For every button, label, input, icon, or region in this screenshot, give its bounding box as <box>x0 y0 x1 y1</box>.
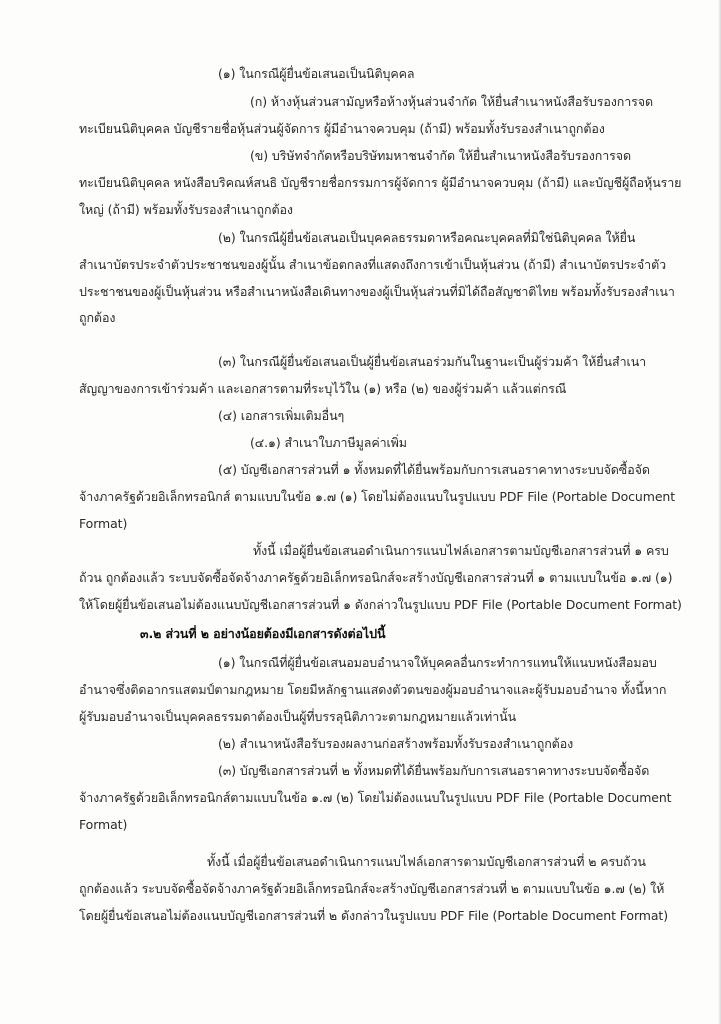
clause-5-continuation-1: จ้างภาครัฐด้วยอิเล็กทรอนิกส์ ตามแบบในข้อ ๑.๗ (๑) โดยไม่ต้องแนบในรูปแบบ PDF File (Portable Document <box>79 489 676 504</box>
clause-3-continuation: สัญญาของการเข้าร่วมค้า และเอกสารตามที่ระบุไว้ใน (๑) หรือ (๒) ของผู้ร่วมค้า แล้วแต่กรณี <box>79 381 567 396</box>
note-1-continuation-1: ถ้วน ถูกต้องแล้ว ระบบจัดซื้อจัดจ้างภาครัฐด้วยอิเล็กทรอนิกส์จะสร้างบัญชีเอกสารส่วนที่ ๑ ตามแบบในข้อ ๑.๗ (๑) <box>79 570 673 585</box>
clause-2-continuation-2: ประชาชนของผู้เป็นหุ้นส่วน หรือสำเนาหนังสือเดินทางของผู้เป็นหุ้นส่วนที่มิได้ถือสัญชาติไทย พร้อมทั้งรับรองสำเนา <box>79 284 675 299</box>
note-2-continuation-1: ถูกต้องแล้ว ระบบจัดซื้อจัดจ้างภาครัฐด้วยอิเล็กทรอนิกส์จะสร้างบัญชีเอกสารส่วนที่ ๒ ตามแบบในข้อ ๑.๗ (๒) ให้ <box>79 881 665 896</box>
section-3-2-clause-3-continuation-1: จ้างภาครัฐด้วยอิเล็กทรอนิกส์ตามแบบในข้อ ๑.๗ (๒) โดยไม่ต้องแนบในรูปแบบ PDF File (Portable Document <box>79 790 672 805</box>
clause-2-continuation-3: ถูกต้อง <box>79 310 116 325</box>
section-3-2-clause-1-continuation-1: อำนาจซึ่งติดอากรแสตมป์ตามกฎหมาย โดยมีหลักฐานแสดงตัวตนของผู้มอบอำนาจและผู้รับมอบอำนาจ ทั้งนี้หาก <box>79 682 667 697</box>
clause-4-1-text: (๔.๑) สำเนาใบภาษีมูลค่าเพิ่ม <box>250 435 407 450</box>
note-1-text: ทั้งนี้ เมื่อผู้ยื่นข้อเสนอดำเนินการแนบไฟล์เอกสารตามบัญชีเอกสารส่วนที่ ๑ ครบ <box>253 543 669 558</box>
section-3-2-clause-2-text: (๒) สำเนาหนังสือรับรองผลงานก่อสร้างพร้อมทั้งรับรองสำเนาถูกต้อง <box>218 736 574 751</box>
clause-1b-continuation-2: ใหญ่ (ถ้ามี) พร้อมทั้งรับรองสำเนาถูกต้อง <box>79 202 293 217</box>
note-2-continuation-2: โดยผู้ยื่นข้อเสนอไม่ต้องแนบบัญชีเอกสารส่วนที่ ๒ ดังกล่าวในรูปแบบ PDF File (Portable Document Format) <box>79 908 668 923</box>
section-3-2-heading: ๓.๒ ส่วนที่ ๒ อย่างน้อยต้องมีเอกสารดังต่อไปนี้ <box>140 626 386 641</box>
clause-1a-text: (ก) ห้างหุ้นส่วนสามัญหรือห้างหุ้นส่วนจำกัด ให้ยื่นสำเนาหนังสือรับรองการจด <box>250 94 654 109</box>
clause-1-heading: (๑) ในกรณีผู้ยื่นข้อเสนอเป็นนิติบุคคล <box>218 66 415 81</box>
section-3-2-clause-3-text: (๓) บัญชีเอกสารส่วนที่ ๒ ทั้งหมดที่ได้ยื่นพร้อมกับการเสนอราคาทางระบบจัดซื้อจัด <box>218 763 650 778</box>
note-1-continuation-2: ให้โดยผู้ยื่นข้อเสนอไม่ต้องแนบบัญชีเอกสารส่วนที่ ๑ ดังกล่าวในรูปแบบ PDF File (Portable Document Format) <box>79 597 682 612</box>
clause-4-text: (๔) เอกสารเพิ่มเติมอื่นๆ <box>218 408 345 423</box>
clause-1a-continuation: ทะเบียนนิติบุคคล บัญชีรายชื่อหุ้นส่วนผู้จัดการ ผู้มีอำนาจควบคุม (ถ้ามี) พร้อมทั้งรับรองสำเนาถูกต้อง <box>79 121 605 136</box>
clause-5-continuation-2: Format) <box>79 516 128 531</box>
clause-3-text: (๓) ในกรณีผู้ยื่นข้อเสนอเป็นผู้ยื่นข้อเสนอร่วมกันในฐานะเป็นผู้ร่วมค้า ให้ยื่นสำเนา <box>218 354 647 369</box>
section-3-2-clause-1-continuation-2: ผู้รับมอบอำนาจเป็นบุคคลธรรมดาต้องเป็นผู้ที่บรรลุนิติภาวะตามกฎหมายแล้วเท่านั้น <box>79 709 517 724</box>
clause-1b-text: (ข) บริษัทจำกัดหรือบริษัทมหาชนจำกัด ให้ยื่นสำเนาหนังสือรับรองการจด <box>250 148 631 163</box>
section-3-2-clause-3-continuation-2: Format) <box>79 817 128 832</box>
clause-2-continuation-1: สำเนาบัตรประจำตัวประชาชนของผู้นั้น สำเนาข้อตกลงที่แสดงถึงการเข้าเป็นหุ้นส่วน (ถ้ามี) สำเนาบัตรประจำตัว <box>79 257 667 272</box>
clause-2-text: (๒) ในกรณีผู้ยื่นข้อเสนอเป็นบุคคลธรรมดาหรือคณะบุคคลที่มิใช่นิติบุคคล ให้ยื่น <box>218 230 636 245</box>
note-2-text: ทั้งนี้ เมื่อผู้ยื่นข้อเสนอดำเนินการแนบไฟล์เอกสารตามบัญชีเอกสารส่วนที่ ๒ ครบถ้วน <box>207 854 646 869</box>
clause-1b-continuation-1: ทะเบียนนิติบุคคล หนังสือบริคณห์สนธิ บัญชีรายชื่อกรรมการผู้จัดการ ผู้มีอำนาจควบคุม (ถ้ามี) และบัญชีผู้ถือหุ้นราย <box>79 175 682 190</box>
section-3-2-clause-1-text: (๑) ในกรณีที่ผู้ยื่นข้อเสนอมอบอำนาจให้บุคคลอื่นกระทำการแทนให้แนบหนังสือมอบ <box>218 655 657 670</box>
clause-5-text: (๕) บัญชีเอกสารส่วนที่ ๑ ทั้งหมดที่ได้ยื่นพร้อมกับการเสนอราคาทางระบบจัดซื้อจัด <box>218 462 650 477</box>
